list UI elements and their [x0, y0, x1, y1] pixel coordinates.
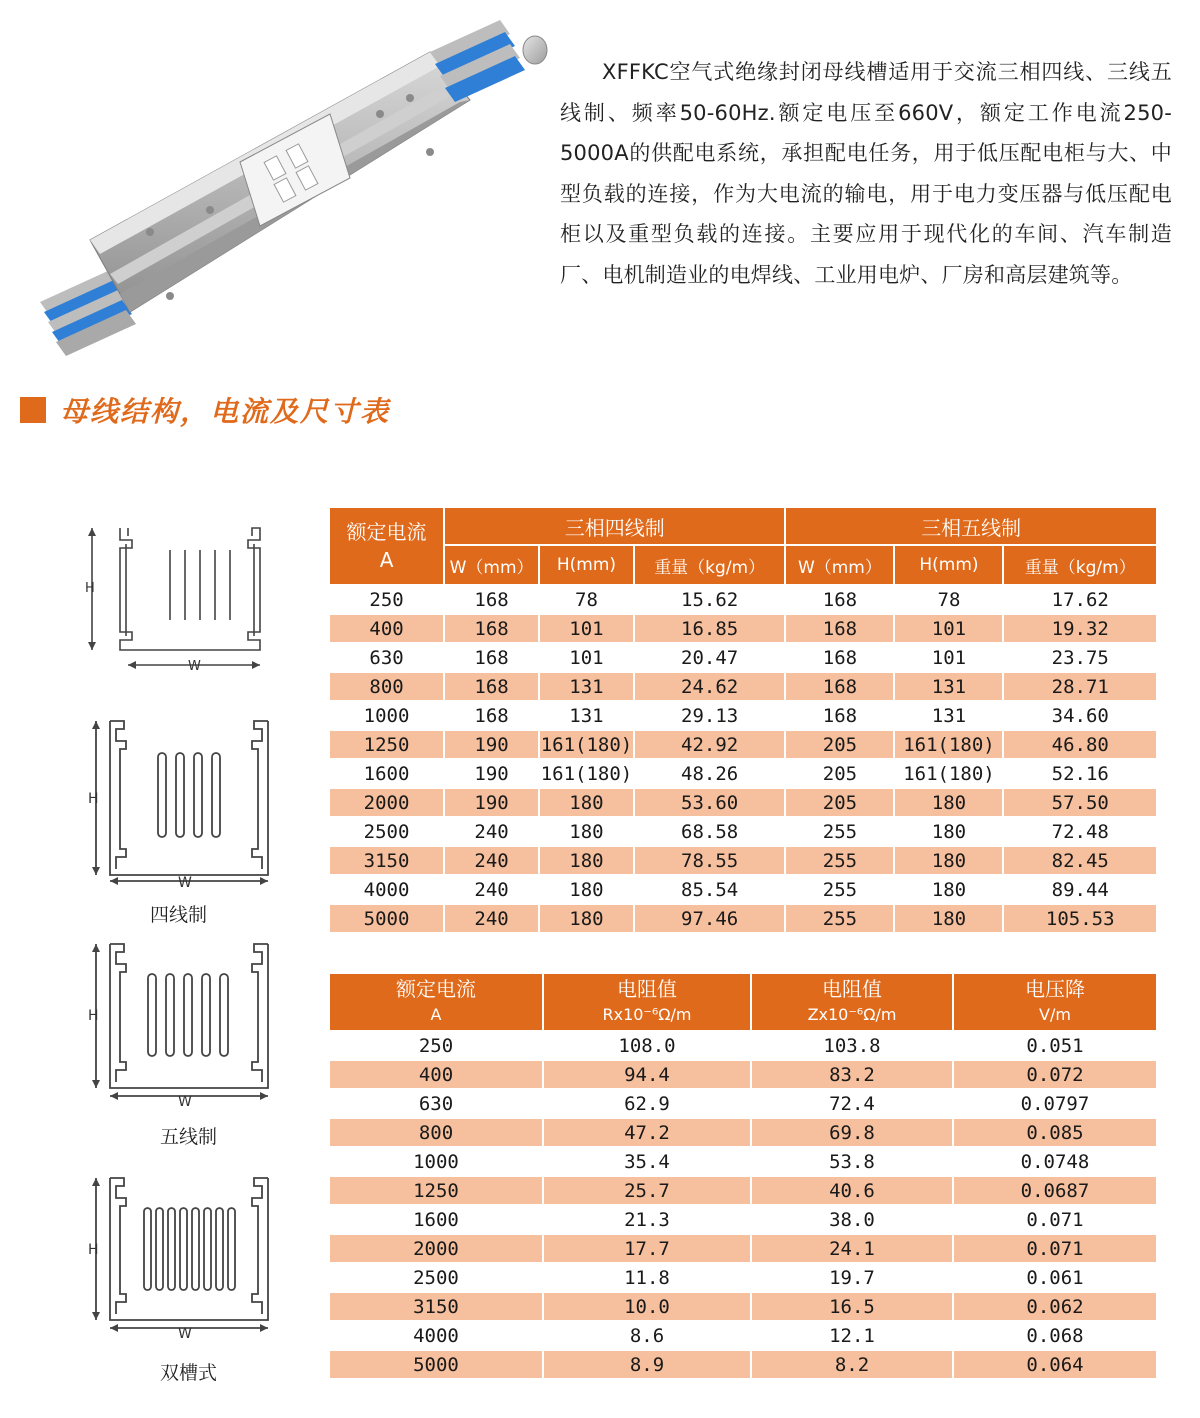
table-row — [330, 760, 1156, 787]
table-cell: 131 — [895, 673, 1002, 700]
table-cell: 17.62 — [1051, 588, 1109, 611]
table-cell: 161(180) — [903, 762, 995, 785]
table-cell: 23.75 — [1051, 646, 1109, 669]
group-header-three-phase-five-wire: 三相五线制 — [786, 508, 1156, 544]
table-cell: 0.071 — [954, 1235, 1156, 1262]
table-cell: 180 — [569, 878, 604, 901]
table-cell: 101 — [569, 646, 604, 669]
table-cell: 101 — [895, 615, 1002, 642]
col-header-w: W（mm） — [445, 546, 538, 584]
table-cell: 240 — [445, 847, 538, 874]
table-cell: 16.5 — [752, 1293, 952, 1320]
caption-double-channel: 双槽式 — [160, 1362, 218, 1384]
table-cell: 168 — [474, 704, 509, 727]
table-cell: 8.2 — [752, 1351, 952, 1378]
table-cell: 108.0 — [618, 1034, 676, 1057]
table-cell: 105.53 — [1004, 905, 1156, 932]
table-cell: 205 — [786, 789, 893, 816]
table-cell: 69.8 — [752, 1119, 952, 1146]
dim-h-label: H — [88, 1242, 99, 1258]
table-cell: 11.8 — [624, 1266, 670, 1289]
table-cell: 5000 — [330, 905, 443, 932]
rated-current-header — [330, 974, 542, 1030]
table-cell: 630 — [369, 646, 404, 669]
voltage-drop-header — [954, 974, 1156, 1030]
table-cell: 240 — [474, 820, 509, 843]
table-row — [330, 615, 1156, 642]
table-cell: 0.068 — [1026, 1324, 1084, 1347]
table-cell: 180 — [540, 847, 633, 874]
table-cell: 0.0797 — [1020, 1092, 1090, 1115]
table-row — [330, 731, 1156, 758]
table-cell: 24.1 — [752, 1235, 952, 1262]
col-header-h: H(mm) — [895, 546, 1002, 584]
table-cell: 85.54 — [681, 878, 739, 901]
rated-current-header-line2: A — [430, 1005, 442, 1024]
table-cell: 168 — [474, 588, 509, 611]
table-row — [330, 789, 1156, 816]
table-cell: 4000 — [363, 878, 410, 901]
table-cell: 0.051 — [1026, 1034, 1084, 1057]
resistance-z-header-unit: Zx10⁻⁶Ω/m — [807, 1005, 897, 1024]
rated-current-header-line2: A — [379, 548, 394, 572]
resistance-r-header-unit: Rx10⁻⁶Ω/m — [602, 1005, 692, 1024]
table-cell: 240 — [474, 878, 509, 901]
rated-current-header-line1: 额定电流 — [346, 520, 427, 544]
table-cell: 800 — [330, 1119, 542, 1146]
table-row — [330, 644, 1156, 671]
table-cell: 29.13 — [681, 704, 739, 727]
table-cell: 0.062 — [954, 1293, 1156, 1320]
table-cell: 12.1 — [829, 1324, 875, 1347]
table-cell: 2000 — [330, 789, 443, 816]
dim-w-label: W — [178, 1094, 192, 1110]
table-cell: 1600 — [363, 762, 410, 785]
table-cell: 190 — [445, 731, 538, 758]
table-cell: 82.45 — [1004, 847, 1156, 874]
table-cell: 131 — [569, 704, 604, 727]
table-cell: 8.9 — [544, 1351, 750, 1378]
table-cell: 161(180) — [895, 731, 1002, 758]
table-cell: 17.7 — [544, 1235, 750, 1262]
table-cell: 168 — [786, 615, 893, 642]
voltage-drop-header-line1: 电压降 — [1025, 977, 1085, 1001]
table-cell: 0.0687 — [954, 1177, 1156, 1204]
dimension-weight-table-body — [330, 586, 1156, 932]
table-cell: 19.7 — [829, 1266, 875, 1289]
dim-h-label: H — [88, 791, 99, 807]
dim-h-label: H — [85, 581, 95, 596]
dim-w-label: W — [178, 875, 192, 890]
section-title: 母线结构，电流及尺寸表 — [60, 395, 391, 428]
table-row — [330, 702, 1156, 729]
cross-section-drawing-five-wire — [80, 938, 280, 1113]
table-row — [330, 1351, 1156, 1378]
table-cell: 168 — [445, 673, 538, 700]
col-header-weight: 重量（kg/m） — [1004, 546, 1156, 584]
table-row — [330, 1090, 1156, 1117]
table-cell: 0.072 — [954, 1061, 1156, 1088]
table-cell: 83.2 — [752, 1061, 952, 1088]
table-cell: 19.32 — [1004, 615, 1156, 642]
table-cell: 78 — [575, 588, 598, 611]
table-cell: 53.60 — [635, 789, 784, 816]
resistance-r-header — [544, 974, 750, 1030]
table-cell: 21.3 — [624, 1208, 670, 1231]
table-row — [330, 1235, 1156, 1262]
table-cell: 168 — [786, 673, 893, 700]
table-cell: 46.80 — [1004, 731, 1156, 758]
table-cell: 180 — [540, 905, 633, 932]
table-row — [330, 1206, 1156, 1233]
table-cell: 0.0748 — [1020, 1150, 1090, 1173]
table-row — [330, 1032, 1156, 1059]
cross-section-drawing-basic — [80, 520, 270, 680]
busway-product-photo — [30, 12, 550, 357]
caption-four-wire: 四线制 — [150, 904, 208, 926]
table-cell: 53.8 — [829, 1150, 875, 1173]
table-cell: 180 — [895, 905, 1002, 932]
table-row — [330, 586, 1156, 613]
table-cell: 47.2 — [544, 1119, 750, 1146]
table-cell: 180 — [931, 820, 967, 843]
table-cell: 800 — [330, 673, 443, 700]
table-row — [330, 1322, 1156, 1349]
table-row — [330, 1264, 1156, 1291]
table-row — [330, 1293, 1156, 1320]
resistance-voltage-table — [328, 972, 1158, 1380]
table-cell: 255 — [786, 847, 893, 874]
table-cell: 168 — [474, 646, 509, 669]
table-row — [330, 876, 1156, 903]
table-cell: 400 — [330, 1061, 542, 1088]
rated-current-header-line1: 额定电流 — [396, 977, 476, 1001]
resistance-z-header — [752, 974, 952, 1030]
table-cell: 205 — [786, 731, 893, 758]
table-cell: 190 — [474, 762, 509, 785]
resistance-z-header-line1: 电阻值 — [822, 977, 882, 1001]
table-cell: 52.16 — [1051, 762, 1109, 785]
table-cell: 180 — [895, 789, 1002, 816]
group-header-three-phase-four-wire: 三相四线制 — [445, 508, 784, 544]
table-row — [330, 1119, 1156, 1146]
table-cell: 10.0 — [544, 1293, 750, 1320]
table-row — [330, 1177, 1156, 1204]
table-cell: 103.8 — [823, 1034, 881, 1057]
dim-h-label: H — [88, 1008, 99, 1024]
table-cell: 25.7 — [544, 1177, 750, 1204]
table-cell: 131 — [540, 673, 633, 700]
table-row — [330, 847, 1156, 874]
cross-section-drawing-four-wire — [80, 715, 280, 890]
table-cell: 35.4 — [624, 1150, 670, 1173]
table-cell: 94.4 — [544, 1061, 750, 1088]
table-cell: 72.4 — [829, 1092, 875, 1115]
resistance-voltage-table-body — [330, 1032, 1156, 1378]
table-cell: 3150 — [330, 847, 443, 874]
table-cell: 24.62 — [635, 673, 784, 700]
table-cell: 168 — [822, 646, 858, 669]
table-cell: 1250 — [330, 731, 443, 758]
table-cell: 630 — [418, 1092, 454, 1115]
table-cell: 180 — [931, 878, 967, 901]
table-cell: 255 — [822, 878, 858, 901]
table-cell: 190 — [445, 789, 538, 816]
table-cell: 89.44 — [1051, 878, 1109, 901]
table-cell: 168 — [822, 704, 858, 727]
table-cell: 97.46 — [635, 905, 784, 932]
table-cell: 0.061 — [1026, 1266, 1084, 1289]
table-cell: 2500 — [363, 820, 410, 843]
table-cell: 161(180) — [540, 731, 633, 758]
table-cell: 3150 — [330, 1293, 542, 1320]
cross-section-drawing-double-channel — [80, 1172, 280, 1347]
dim-w-label: W — [188, 659, 201, 674]
table-cell: 78.55 — [635, 847, 784, 874]
col-header-weight: 重量（kg/m） — [635, 546, 784, 584]
table-cell: 1000 — [413, 1150, 459, 1173]
table-cell: 1600 — [413, 1208, 459, 1231]
voltage-drop-header-unit: V/m — [1039, 1005, 1071, 1024]
table-cell: 250 — [369, 588, 404, 611]
table-cell: 68.58 — [681, 820, 739, 843]
table-cell: 2000 — [330, 1235, 542, 1262]
caption-five-wire: 五线制 — [160, 1126, 218, 1148]
table-cell: 42.92 — [635, 731, 784, 758]
table-cell: 38.0 — [829, 1208, 875, 1231]
section-header — [20, 392, 390, 428]
table-cell: 180 — [895, 847, 1002, 874]
table-cell: 255 — [786, 905, 893, 932]
col-header-h: H(mm) — [540, 546, 633, 584]
table-cell: 62.9 — [624, 1092, 670, 1115]
table-row — [330, 818, 1156, 845]
section-bullet-square — [20, 397, 46, 423]
table-cell: 57.50 — [1004, 789, 1156, 816]
table-row — [330, 1061, 1156, 1088]
table-cell: 72.48 — [1051, 820, 1109, 843]
resistance-r-header-line1: 电阻值 — [617, 977, 677, 1001]
table-cell: 168 — [445, 615, 538, 642]
dim-w-label: W — [178, 1326, 192, 1342]
table-cell: 16.85 — [635, 615, 784, 642]
table-cell: 101 — [540, 615, 633, 642]
table-row — [330, 905, 1156, 932]
table-cell: 131 — [931, 704, 967, 727]
table-cell: 255 — [822, 820, 858, 843]
table-cell: 0.064 — [954, 1351, 1156, 1378]
table-cell: 28.71 — [1004, 673, 1156, 700]
table-row — [330, 673, 1156, 700]
dimension-weight-table — [328, 506, 1158, 934]
table-cell: 78 — [937, 588, 961, 611]
col-header-w: W（mm） — [786, 546, 893, 584]
table-cell: 1000 — [363, 704, 410, 727]
table-row — [330, 1148, 1156, 1175]
table-cell: 168 — [822, 588, 858, 611]
intro-paragraph: XFFKC空气式绝缘封闭母线槽适用于交流三相四线、三线五线制、频率50-60Hz.额定电压至660V，额定工作电流250-5000A的供配电系统，承担配电任务，用于低压配电柜与大、中型负载的连接，作为大电流的输电，用于电力变压器与低压配电柜以及重型负载的连接。主要应用于现代化的车间、汽车制造厂、电机制造业的电焊线、工业用电炉、厂房和高层建筑等。 — [560, 60, 1172, 287]
table-cell: 0.085 — [954, 1119, 1156, 1146]
table-cell: 2500 — [413, 1266, 459, 1289]
table-cell: 34.60 — [1051, 704, 1109, 727]
rated-current-header — [330, 508, 443, 584]
table-cell: 400 — [330, 615, 443, 642]
table-cell: 48.26 — [681, 762, 739, 785]
table-cell: 0.071 — [1026, 1208, 1084, 1231]
table-cell: 1250 — [330, 1177, 542, 1204]
table-cell: 161(180) — [540, 762, 633, 785]
table-cell: 8.6 — [629, 1324, 665, 1347]
table-cell: 180 — [569, 820, 604, 843]
table-cell: 101 — [931, 646, 967, 669]
table-cell: 250 — [418, 1034, 454, 1057]
table-cell: 15.62 — [681, 588, 739, 611]
table-cell: 180 — [540, 789, 633, 816]
table-cell: 205 — [822, 762, 858, 785]
table-cell: 4000 — [413, 1324, 459, 1347]
table-cell: 20.47 — [681, 646, 739, 669]
table-cell: 5000 — [330, 1351, 542, 1378]
table-cell: 40.6 — [752, 1177, 952, 1204]
table-cell: 240 — [445, 905, 538, 932]
